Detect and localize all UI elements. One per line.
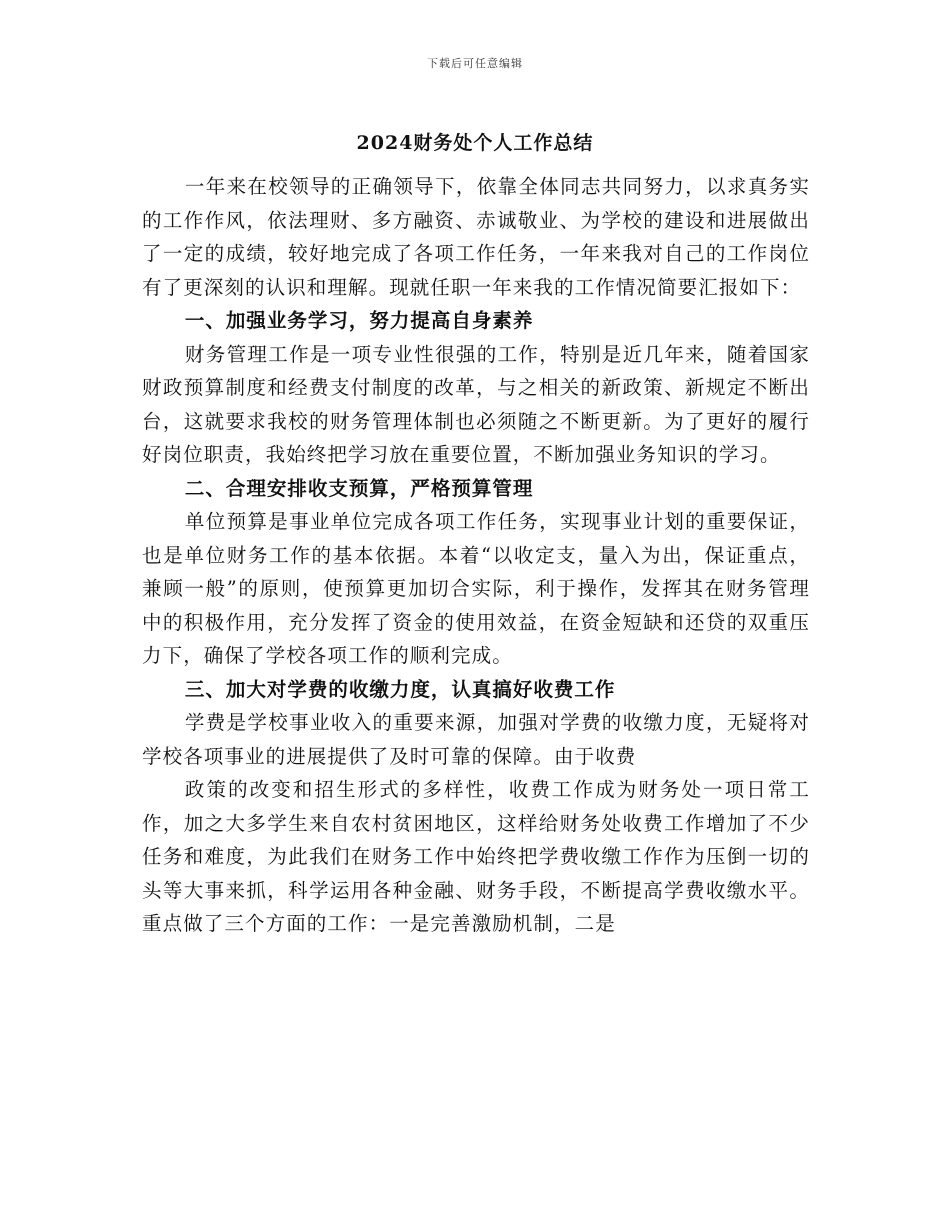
page-header-note: 下载后可任意编辑: [427, 57, 523, 70]
section-1-paragraph: 财务管理工作是一项专业性很强的工作，特别是近几年来，随着国家财政预算制度和经费支付制度的改革，与之相关的新政策、新规定不断出台，这就要求我校的财务管理体制也必须随之不断更新。为了更好的履行好岗位职责，我始终把学习放在重要位置，不断加强业务知识的学习。: [142, 342, 810, 466]
document-title: 2024财务处个人工作总结: [356, 132, 594, 154]
section-2-paragraph: 单位预算是事业单位完成各项工作任务，实现事业计划的重要保证，也是单位财务工作的基本依据。本着“以收定支，量入为出，保证重点，兼顾一般”的原则，使预算更加切合实际，利于操作，发挥其在财务管理中的积极作用，充分发挥了资金的使用效益，在资金短缺和还贷的双重压力下，确保了学校各项工作的顺利完成。: [142, 510, 810, 667]
intro-paragraph: 一年来在校领导的正确领导下，依靠全体同志共同努力，以求真务实的工作作风，依法理财、多方融资、赤诚敬业、为学校的建设和进展做出了一定的成绩，较好地完成了各项工作任务，一年来我对自己的工作岗位有了更深刻的认识和理解。现就任职一年来我的工作情况简要汇报如下：: [142, 175, 810, 299]
section-3-paragraph-continued: 政策的改变和招生形式的多样性，收费工作成为财务处一项日常工作，加之大多学生来自农村贫困地区，这样给财务处收费工作增加了不少任务和难度，为此我们在财务工作中始终把学费收缴工作作为压倒一切的头等大事来抓，科学运用各种金融、财务手段，不断提高学费收缴水平。重点做了三个方面的工作：一是完善激励机制，二是: [142, 778, 810, 935]
section-1-heading: 一、加强业务学习，努力提高自身素养: [184, 309, 534, 332]
section-3-paragraph: 学费是学校事业收入的重要来源，加强对学费的收缴力度，无疑将对学校各项事业的进展提供了及时可靠的保障。由于收费: [142, 711, 810, 768]
section-3-heading: 三、加大对学费的收缴力度，认真搞好收费工作: [184, 677, 616, 701]
document-body: [142, 170, 810, 941]
section-2-heading: 二、合理安排收支预算，严格预算管理: [184, 476, 534, 500]
